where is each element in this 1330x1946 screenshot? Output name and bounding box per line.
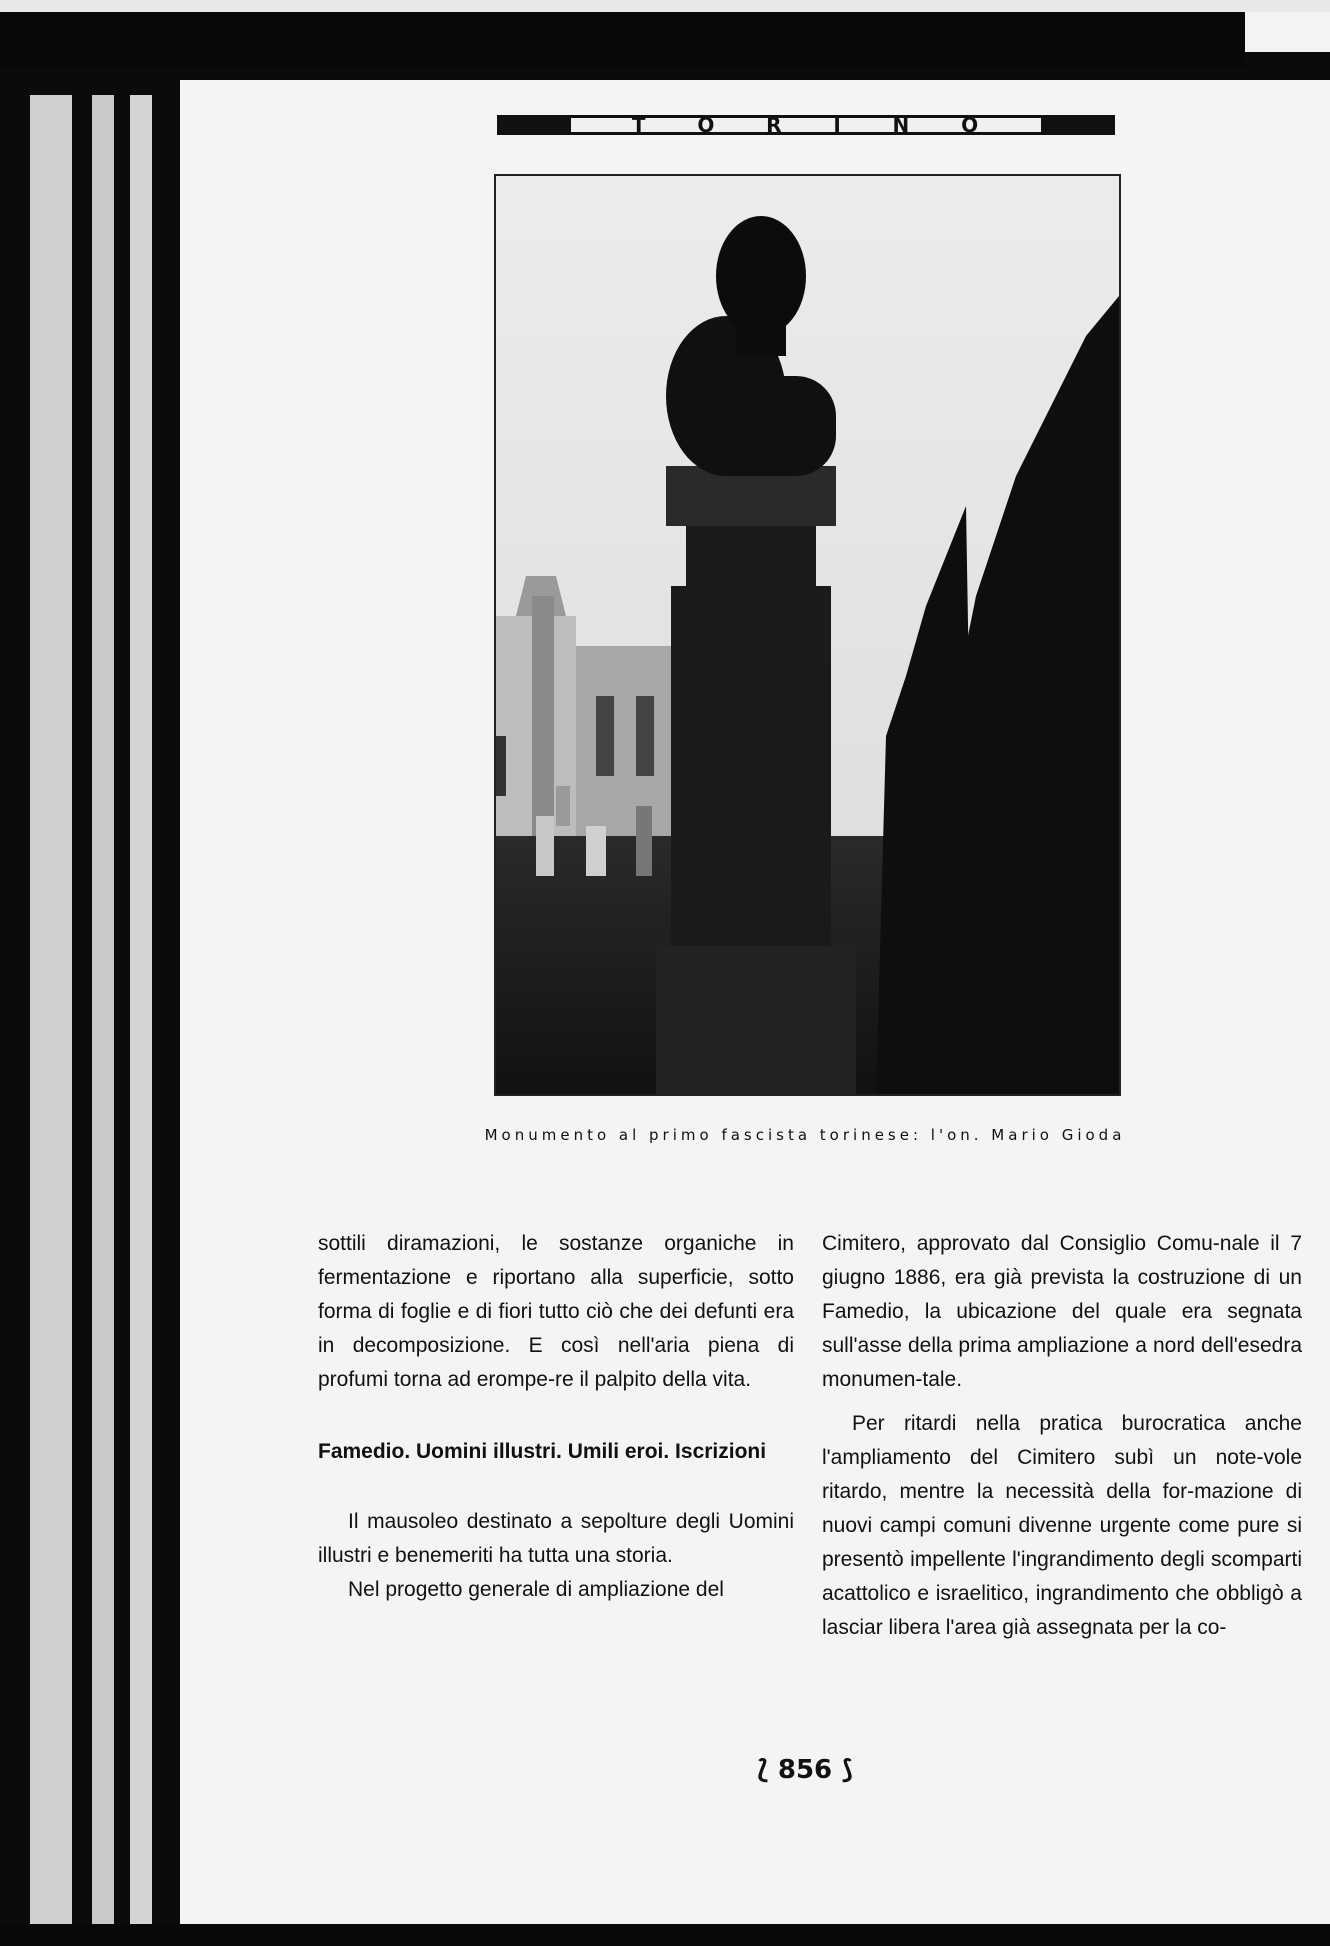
monument-photo <box>494 174 1121 1096</box>
paragraph: Nel progetto generale di ampliazione del <box>348 1578 724 1601</box>
page-number <box>730 1755 880 1785</box>
header-letter: O <box>697 113 717 137</box>
header-letter: O <box>961 113 981 137</box>
ornament-left-icon: ⟅ <box>756 1755 769 1785</box>
scan-corner <box>1245 12 1330 52</box>
spacer <box>822 1397 1302 1407</box>
paragraph: Cimitero, approvato dal Consiglio Comu-nale il 7 giugno 1886, era già prevista la costruzione di un Famedio, la ubicazione del quale era segnata sull'asse della prima ampliazione a nord dell'esedra monumen-tale. <box>822 1232 1302 1391</box>
page-edge <box>92 95 114 1926</box>
page-edge <box>130 95 152 1926</box>
ornament-right-icon: ⟆ <box>841 1755 854 1785</box>
monument-photo-illustration <box>496 176 1119 1094</box>
page-number-value: 856 <box>777 1755 833 1785</box>
paragraph: sottili diramazioni, le sostanze organiche in fermentazione e riportano alla superficie, sotto forma di foglie e di fiori tutto ciò che dei defunti era in decomposizione. E così nell'aria piena di profumi torna ad erompe-re il palpito della vita. <box>318 1232 794 1391</box>
paragraph: Per ritardi nella pratica burocratica anche l'ampliamento del Cimitero subì un note-vole ritardo, mentre la necessità della for-mazione di nuovi campi comuni divenne urgente come pure si presentò impellente l'ingrandimento degli scomparti acattolico e israelitico, ingrandimento che obbligò a lasciar libera l'area già assegnata per la co- <box>822 1412 1302 1639</box>
section-title: Famedio. Uomini illustri. Umili eroi. Iscrizioni <box>318 1440 767 1463</box>
scan-bottom-border <box>0 1924 1330 1946</box>
photo-caption: Monumento al primo fascista torinese: l'on. Mario Gioda <box>484 1126 1126 1144</box>
spacer <box>318 1469 794 1505</box>
left-text-column <box>318 1227 794 1607</box>
header-letter: R <box>766 113 784 137</box>
header-letter: I <box>833 113 843 137</box>
scan-binding-shadow <box>0 12 1245 67</box>
paragraph: Il mausoleo destinato a sepolture degli Uomini illustri e benemeriti ha tutta una storia. <box>318 1510 794 1567</box>
right-text-column <box>822 1227 1302 1645</box>
scan-top-border <box>0 0 1330 12</box>
header-letter: N <box>892 113 912 137</box>
running-header <box>497 112 1115 138</box>
header-letter: T <box>631 113 648 137</box>
page-edge <box>30 95 72 1926</box>
